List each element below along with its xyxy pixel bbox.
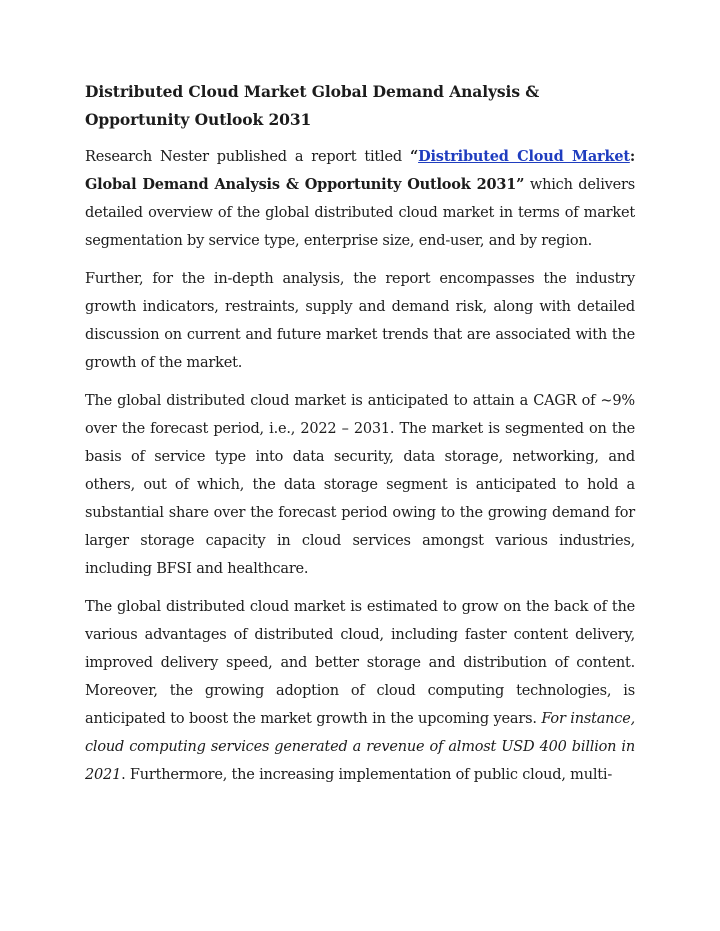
paragraph-intro xyxy=(85,143,635,255)
growth-text-end: . Furthermore, the increasing implementation of public cloud, multi- xyxy=(121,767,613,783)
document-title: Distributed Cloud Market Global Demand Analysis & Opportunity Outlook 2031 xyxy=(85,82,540,129)
growth-text-start: The global distributed cloud market is estimated to grow on the back of the various advantages of distributed cloud, including faster content delivery, improved delivery speed, and better storage and distribution of content. Moreover, the growing adoption of cloud computing technologies, is anticipated to boost the market growth in the upcoming years. xyxy=(85,599,635,727)
open-quote: “ xyxy=(409,148,419,165)
intro-rest-text: which delivers detailed overview of the global distributed cloud market in terms of market segmentation by service type, enterprise size, end-user, and by region. xyxy=(85,177,635,249)
paragraph-analysis: Further, for the in-depth analysis, the report encompasses the industry growth indicators, restraints, supply and demand risk, along with detailed discussion on current and future market trends that are associated with the growth of the market. xyxy=(85,271,635,371)
document-page xyxy=(85,78,635,789)
report-title-link[interactable]: Distributed Cloud Market xyxy=(418,148,630,165)
report-title-rest: : Global Demand Analysis & Opportunity Outlook 2031” xyxy=(85,148,635,193)
paragraph-growth xyxy=(85,593,635,789)
paragraph-cagr: The global distributed cloud market is anticipated to attain a CAGR of ~9% over the forecast period, i.e., 2022 – 2031. The market is segmented on the basis of service type into data security, data storage, networking, and others, out of which, the data storage segment is anticipated to hold a substantial share over the forecast period owing to the growing demand for larger storage capacity in cloud services amongst various industries, including BFSI and healthcare. xyxy=(85,393,635,577)
intro-text: Research Nester published a report titled xyxy=(85,149,410,165)
growth-italic-fact: For instance, cloud computing services generated a revenue of almost USD 400 billion in 2021 xyxy=(85,711,636,783)
